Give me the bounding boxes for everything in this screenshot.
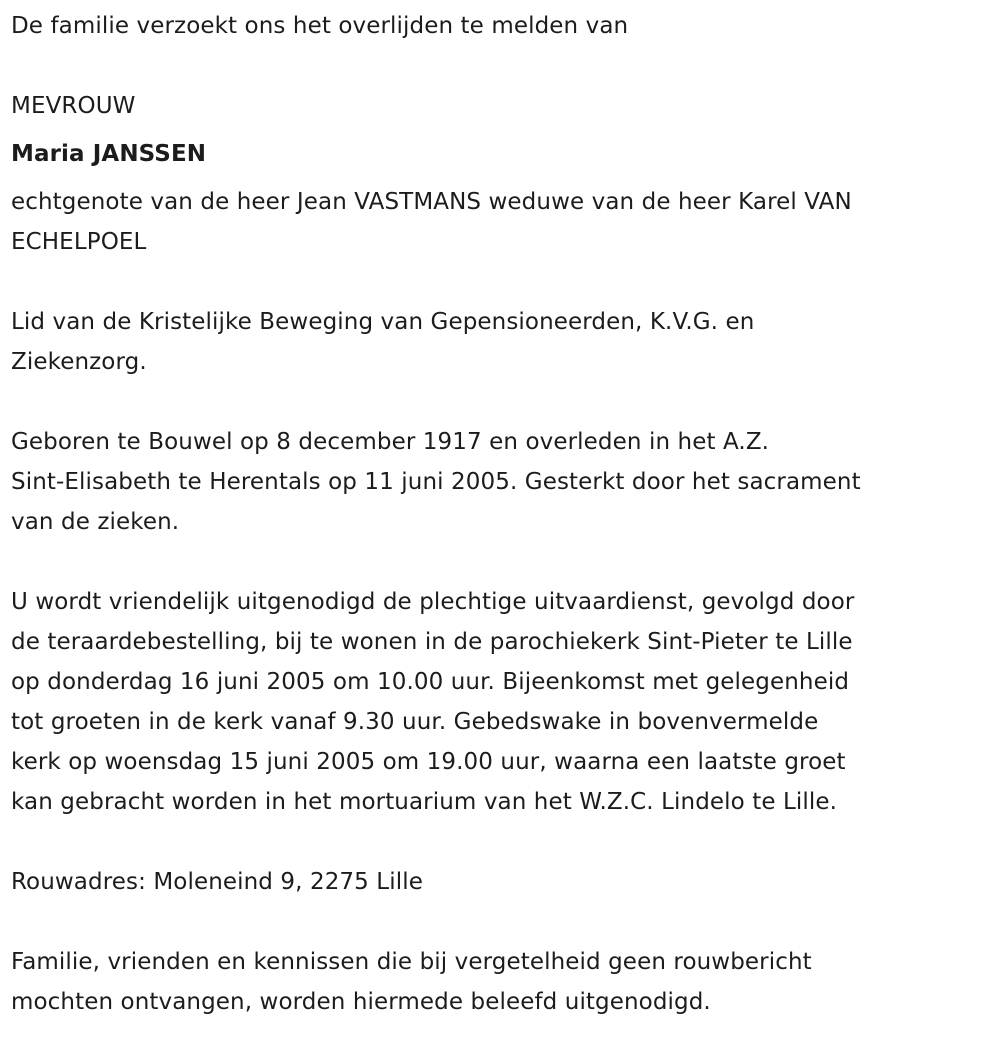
spouse-line: echtgenote van de heer Jean VASTMANS weduwe van de heer Karel VAN [11,189,852,215]
funeral-line: de teraardebestelling, bij te wonen in de parochiekerk Sint-Pieter te Lille [11,629,853,655]
funeral-line: kan gebracht worden in het mortuarium van het W.Z.C. Lindelo te Lille. [11,789,838,815]
spouse-paragraph [11,182,986,262]
funeral-line: kerk op woensdag 15 juni 2005 om 19.00 uur, waarna een laatste groet [11,749,846,775]
honorific-title: MEVROUW [11,93,136,119]
closing-line: Familie, vrienden en kennissen die bij vergetelheid geen rouwbericht [11,949,812,975]
spouse-line: ECHELPOEL [11,229,147,255]
mourning-address: Rouwadres: Moleneind 9, 2275 Lille [11,869,423,895]
spacer [11,902,986,942]
funeral-line: op donderdag 16 juni 2005 om 10.00 uur. Bijeenkomst met gelegenheid [11,669,850,695]
deceased-name: Maria JANSSEN [11,141,207,167]
spacer [11,542,986,582]
spacer [11,46,986,86]
birth-death-paragraph [11,422,986,542]
membership-line: Lid van de Kristelijke Beweging van Gepensioneerden, K.V.G. en [11,309,755,335]
spacer [11,382,986,422]
funeral-line: U wordt vriendelijk uitgenodigd de plechtige uitvaardienst, gevolgd door [11,589,855,615]
closing-paragraph [11,942,986,1022]
membership-paragraph [11,302,986,382]
membership-line: Ziekenzorg. [11,349,147,375]
death-notice [11,0,986,1022]
funeral-paragraph [11,582,986,822]
birth-death-line: Sint-Elisabeth te Herentals op 11 juni 2005. Gesterkt door het sacrament [11,469,861,495]
birth-death-line: van de zieken. [11,509,180,535]
spacer [11,262,986,302]
funeral-line: tot groeten in de kerk vanaf 9.30 uur. Gebedswake in bovenvermelde [11,709,819,735]
intro-text: De familie verzoekt ons het overlijden te melden van [11,13,629,39]
closing-line: mochten ontvangen, worden hiermede beleefd uitgenodigd. [11,989,711,1015]
birth-death-line: Geboren te Bouwel op 8 december 1917 en overleden in het A.Z. [11,429,770,455]
spacer [11,822,986,862]
